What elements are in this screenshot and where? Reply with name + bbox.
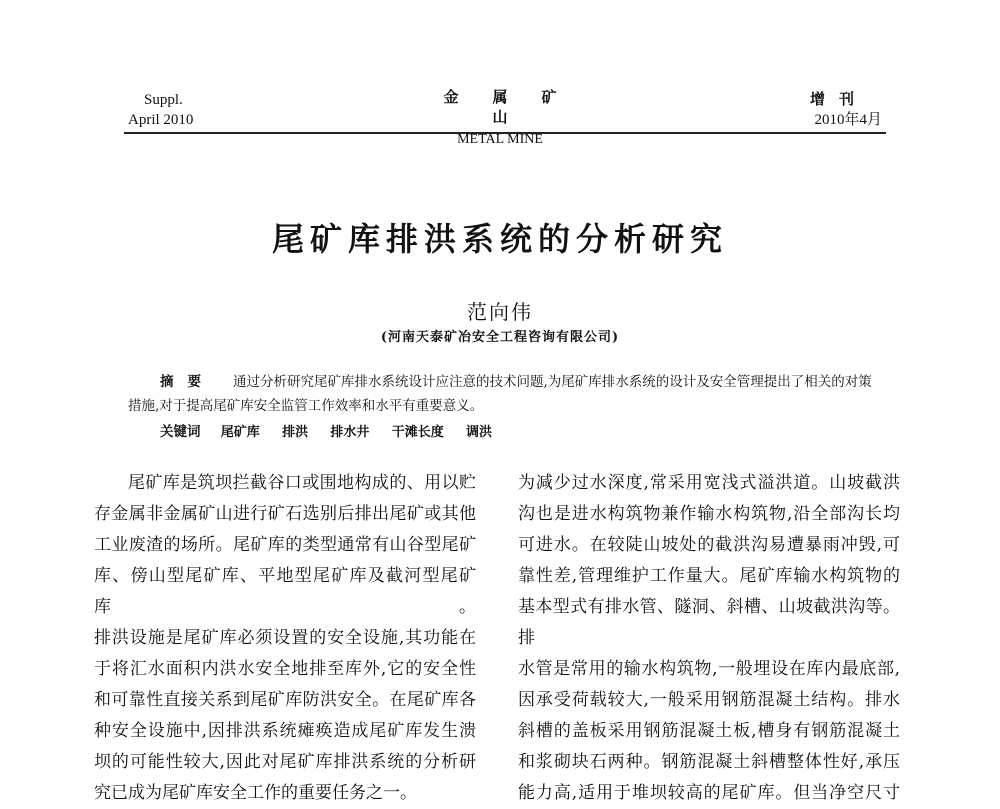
text-line: 基本型式有排水管、隧洞、斜槽、山坡截洪沟等。排 [518, 597, 900, 648]
keyword: 排水井 [330, 425, 370, 440]
article-title: 尾矿库排洪系统的分析研究 [271, 220, 728, 258]
text-line: 种安全设施中,因排洪系统瘫痪造成尾矿库发生溃 [94, 721, 476, 741]
body-column-right [518, 468, 900, 809]
header-issue-info [128, 90, 193, 130]
journal-name-cn: 金属矿山 [443, 90, 591, 126]
text-line: 究已成为尾矿库安全工作的重要任务之一。 [94, 783, 417, 803]
header-rule [124, 132, 886, 134]
keyword: 调洪 [466, 425, 493, 440]
abstract-text: 通过分析研究尾矿库排水系统设计应注意的技术问题,为尾矿库排水系统的设计及安全管理提出了相关的对策措施,对于提高尾矿库安全监管工作效率和水平有重要意义。 [128, 374, 872, 414]
header-date-cn: 2010年4月 [814, 112, 882, 128]
text-line: 可进水。在较陡山坡处的截洪沟易遭暴雨冲毁,可 [518, 535, 900, 555]
header-date-en: April 2010 [128, 112, 194, 128]
abstract-label: 摘要 [160, 374, 215, 390]
text-line: 为减少过水深度,常采用宽浅式溢洪道。山坡截洪 [518, 473, 900, 493]
header-suppl: Suppl. [144, 92, 183, 108]
header-journal-name [400, 88, 600, 150]
keyword: 干滩长度 [391, 425, 444, 440]
text-line: 库、傍山型尾矿库、平地型尾矿库及截河型尾矿库。 [94, 566, 476, 617]
keywords-label: 关键词 [160, 424, 201, 440]
text-line: 和浆砌块石两种。钢筋混凝土斜槽整体性好,承压 [518, 752, 900, 772]
journal-name-en: METAL MINE [457, 132, 543, 147]
text-line: 斜槽的盖板采用钢筋混凝土板,槽身有钢筋混凝土 [518, 721, 900, 741]
header-issue-cn [780, 90, 882, 130]
keyword: 排洪 [282, 425, 309, 440]
text-line: 工业废渣的场所。尾矿库的类型通常有山谷型尾矿 [94, 535, 476, 555]
text-line: 和可靠性直接关系到尾矿库防洪安全。在尾矿库各 [94, 690, 476, 710]
article-affiliation: (河南天泰矿冶安全工程咨询有限公司) [380, 330, 620, 345]
text-line: 沟也是进水构筑物兼作输水构筑物,沿全部沟长均 [518, 504, 900, 524]
header-supplement-cn: 增刊 [809, 92, 868, 108]
text-line: 存金属非金属矿山进行矿石选别后排出尾矿或其他 [94, 504, 476, 524]
text-line: 坝的可能性较大,因此对尾矿库排洪系统的分析研 [94, 752, 476, 772]
text-line: 因承受荷载较大,一般采用钢筋混凝土结构。排水 [518, 690, 900, 710]
text-line: 排洪设施是尾矿库必须设置的安全设施,其功能在 [94, 628, 476, 648]
article-author: 范向伟 [467, 300, 533, 324]
text-line: 尾矿库是筑坝拦截谷口或围地构成的、用以贮 [128, 473, 476, 493]
text-line: 于将汇水面积内洪水安全地排至库外,它的安全性 [94, 659, 476, 679]
body-column-left [94, 468, 476, 809]
text-line: 能力高,适用于堆坝较高的尾矿库。但当净空尺寸 [518, 783, 900, 803]
text-line: 水管是常用的输水构筑物,一般埋设在库内最底部, [518, 659, 900, 679]
text-line: 靠性差,管理维护工作量大。尾矿库输水构筑物的 [518, 566, 900, 586]
keyword: 尾矿库 [220, 425, 260, 440]
abstract [128, 370, 876, 418]
keywords [160, 420, 510, 445]
